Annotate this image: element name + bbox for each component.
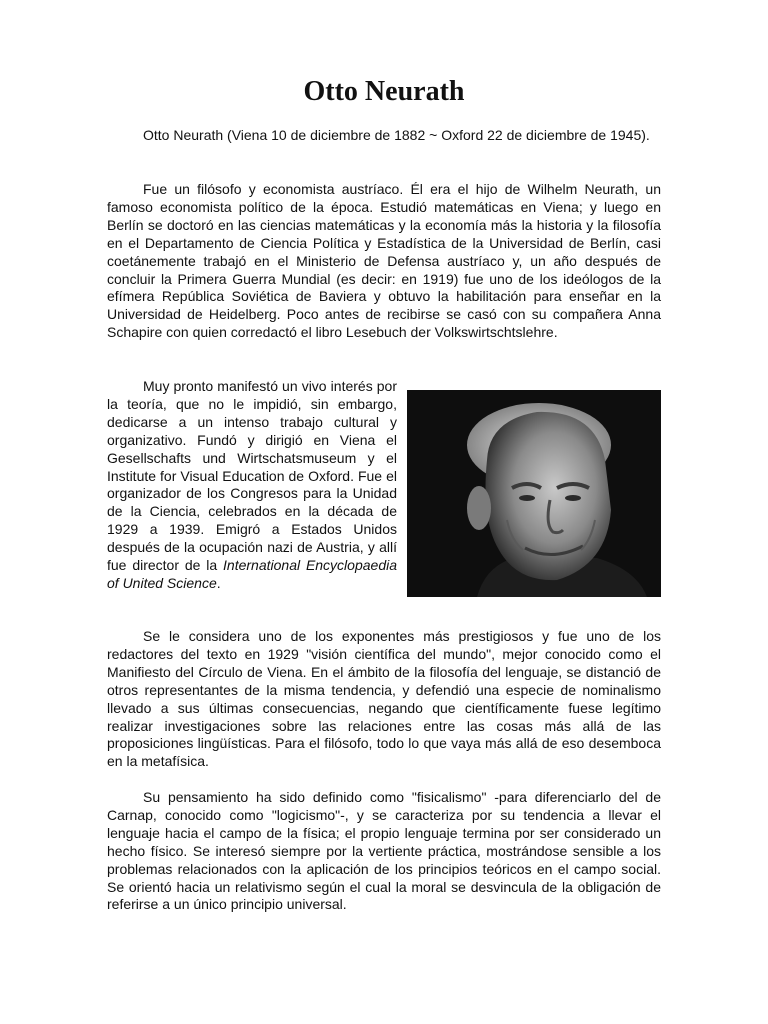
career-text: Muy pronto manifestó un vivo interés por la teoría, que no le impidió, sin embargo, dedicarse a un intenso trabajo cultural y organizativo. Fundó y dirigió en Viena el Gesellschafts und Wirtschatsmuseum y el Institute for Visual Education de Oxford. Fue el organizador de los Congresos para la Unidad de la Ciencia, celebrados en la década de 1929 a 1939. Emigró a Estados Unidos después de la ocupación nazi de Austria, y allí fue director de la — [107, 378, 397, 574]
paragraph-dates: Otto Neurath (Viena 10 de diciembre de 1882 ~ Oxford 22 de diciembre de 1945). — [143, 127, 650, 143]
portrait-photo — [407, 390, 661, 597]
paragraph-vienna-circle: Se le considera uno de los exponentes más prestigiosos y fue uno de los redactores del texto en 1929 "visión científica del mundo", mejor conocido como el Manifiesto del Círculo de Viena. En el ámbito de la filosofía del lenguaje, se distanció de otros representantes de la misma tendencia, y defendió una especie de nominalismo llevado a sus últimas consecuencias, negando que científicamente fuese legítimo realizar investigaciones sobre las relaciones entre las cosas más allá de las proposiciones lingüísticas. Para el filósofo, todo lo que vaya más allá de eso desemboca en la metafísica. — [107, 628, 661, 770]
portrait-image — [407, 390, 661, 597]
paragraph-physicalism: Su pensamiento ha sido definido como "fisicalismo" -para diferenciarlo del de Carnap, conocido como "logicismo"-, y se caracteriza por su tendencia a llevar el lenguaje hacia el campo de la física; el propio lenguaje termina por ser considerado un hecho físico. Se interesó siempre por la vertiente práctica, mostrándose sensible a los problemas relacionados con la aplicación de los principios teóricos en el campo social. Se orientó hacia un relativismo según el cual la moral se desvincula de la obligación de referirse a un único principio universal. — [107, 789, 661, 913]
career-end: . — [216, 574, 221, 591]
page-title: Otto Neurath — [303, 76, 465, 107]
encyclopaedia-title: International Encyclopaedia of United Science — [107, 557, 397, 591]
paragraph-career — [107, 378, 397, 593]
paragraph-biography: Fue un filósofo y economista austríaco. Él era el hijo de Wilhelm Neurath, un famoso economista político de la época. Estudió matemáticas en Viena; y luego en Berlín se doctoró en las ciencias matemáticas y la economía más la historia y la filosofía en el Departamento de Ciencia Política y Estadística de la Universidad de Berlín, casi coetánemente trabajó en el Ministerio de Defensa austríaco y, un año después de concluir la Primera Guerra Mundial (es decir: en 1919) fue uno de los ideólogos de la efímera República Soviética de Baviera y obtuvo la habilitación para enseñar en la Universidad de Heidelberg. Poco antes de recibirse se casó con su compañera Anna Schapire con quien corredactó el libro Lesebuch der Volkswirtschtslehre. — [107, 181, 661, 341]
